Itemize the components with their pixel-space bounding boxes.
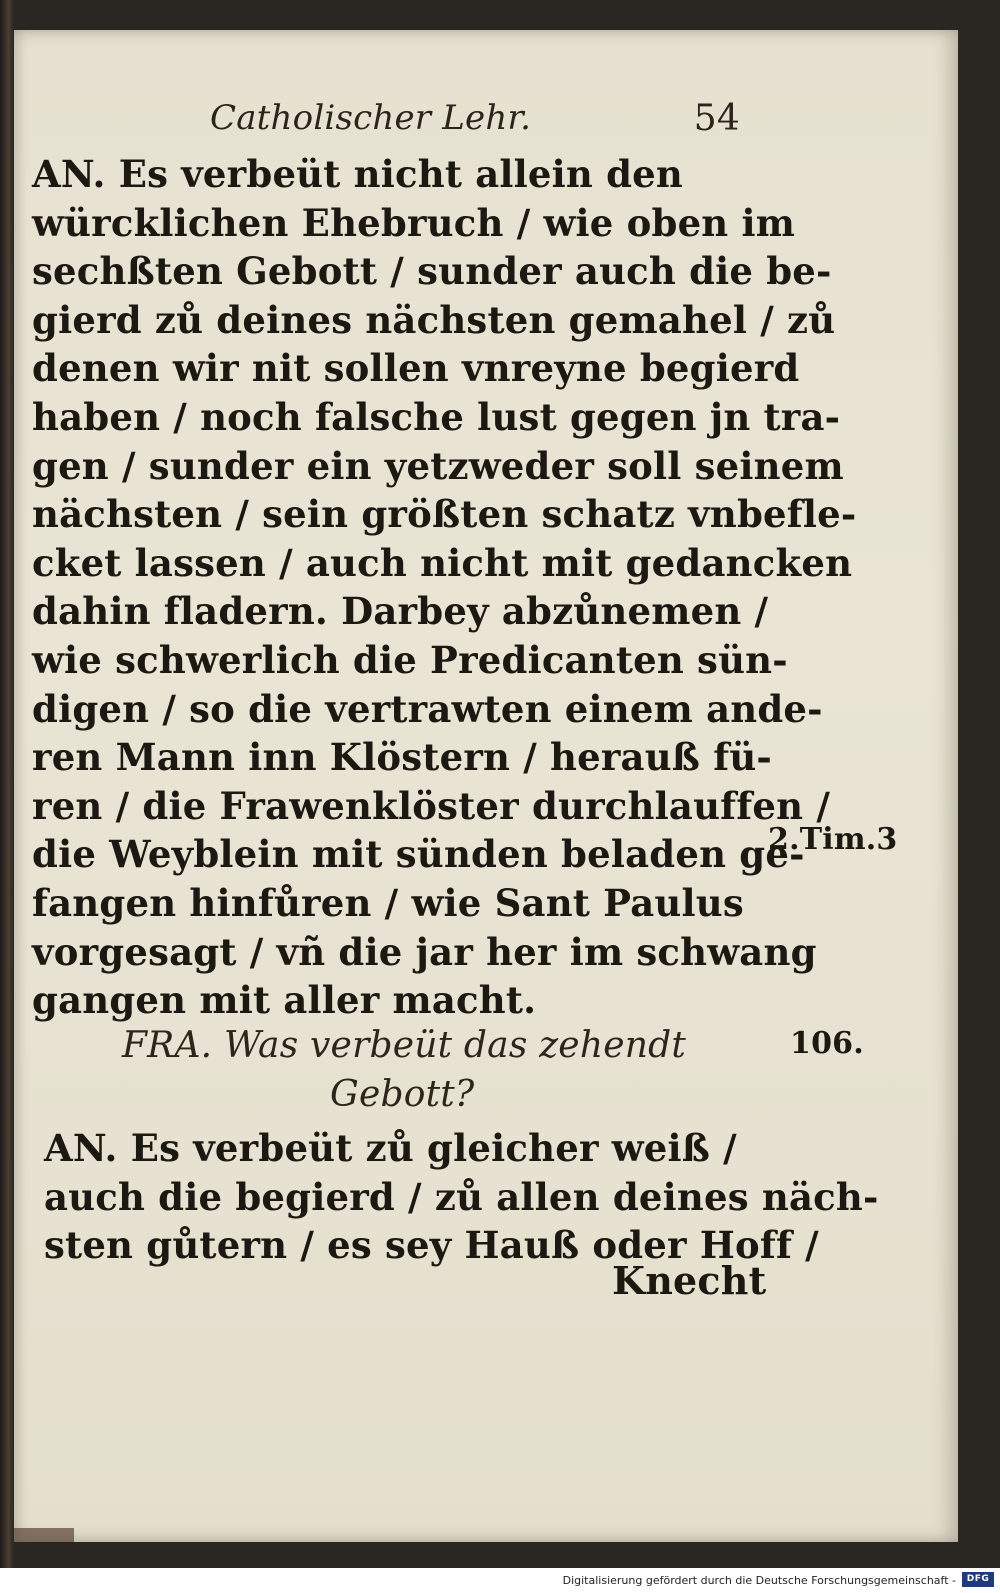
text-line: digen / so die vertrawten einem ande-	[32, 686, 823, 731]
text-line: sechßten Gebott / sunder auch die be-	[32, 249, 832, 294]
running-title: Catholischer Lehr.	[210, 98, 532, 138]
book-spine-edge	[0, 0, 14, 1568]
text-line: sten gůtern / es sey Hauß oder Hoff /	[44, 1223, 819, 1268]
text-line: nächsten / sein größten schatz vnbefle-	[32, 492, 857, 537]
question-line-1: FRA. Was verbeüt das zehendt	[122, 1025, 687, 1066]
text-line: gen / sunder ein yetzweder soll seinem	[32, 443, 844, 488]
text-line: ren / die Frawenklöster durchlauffen /	[32, 783, 831, 828]
text-line: wie schwerlich die Predicanten sün-	[32, 637, 788, 682]
text-line: denen wir nit sollen vnreyne begierd	[32, 346, 800, 391]
text-line: auch die begierd / zů allen deines näch-	[44, 1174, 879, 1219]
text-line: vorgesagt / vñ die jar her im schwang	[32, 929, 817, 974]
margin-note-number: 106.	[790, 1026, 864, 1061]
dfg-logo: DFG	[962, 1572, 994, 1587]
question-line-2: Gebott?	[330, 1074, 475, 1115]
footer-credit: Digitalisierung gefördert durch die Deutsche Forschungsgemeinschaft -	[562, 1574, 956, 1587]
text-line: fangen hinfůren / wie Sant Paulus	[32, 880, 744, 925]
page-stain	[14, 1528, 74, 1542]
text-line: die Weyblein mit sünden beladen ge-	[32, 832, 805, 877]
catchword: Knecht	[612, 1258, 767, 1303]
page-header	[210, 98, 740, 148]
answer-paragraph-2	[44, 1124, 879, 1270]
text-line: AN. Es verbeüt zů gleicher weiß /	[44, 1126, 737, 1170]
text-line: AN. Es verbeüt nicht allein den	[32, 152, 683, 196]
page-number: 54	[693, 98, 740, 139]
text-line: gangen mit aller macht.	[32, 978, 537, 1023]
text-line: würcklichen Ehebruch / wie oben im	[32, 200, 796, 245]
margin-note-reference: 2.Tim.3	[768, 822, 898, 857]
text-line: cket lassen / auch nicht mit gedancken	[32, 540, 853, 585]
text-line: dahin fladern. Darbey abzůnemen /	[32, 589, 769, 634]
text-line: gierd zů deines nächsten gemahel / zů	[32, 297, 836, 342]
text-line: haben / noch falsche lust gegen jn tra-	[32, 394, 841, 439]
text-line: ren Mann inn Klöstern / herauß fü-	[32, 735, 772, 780]
